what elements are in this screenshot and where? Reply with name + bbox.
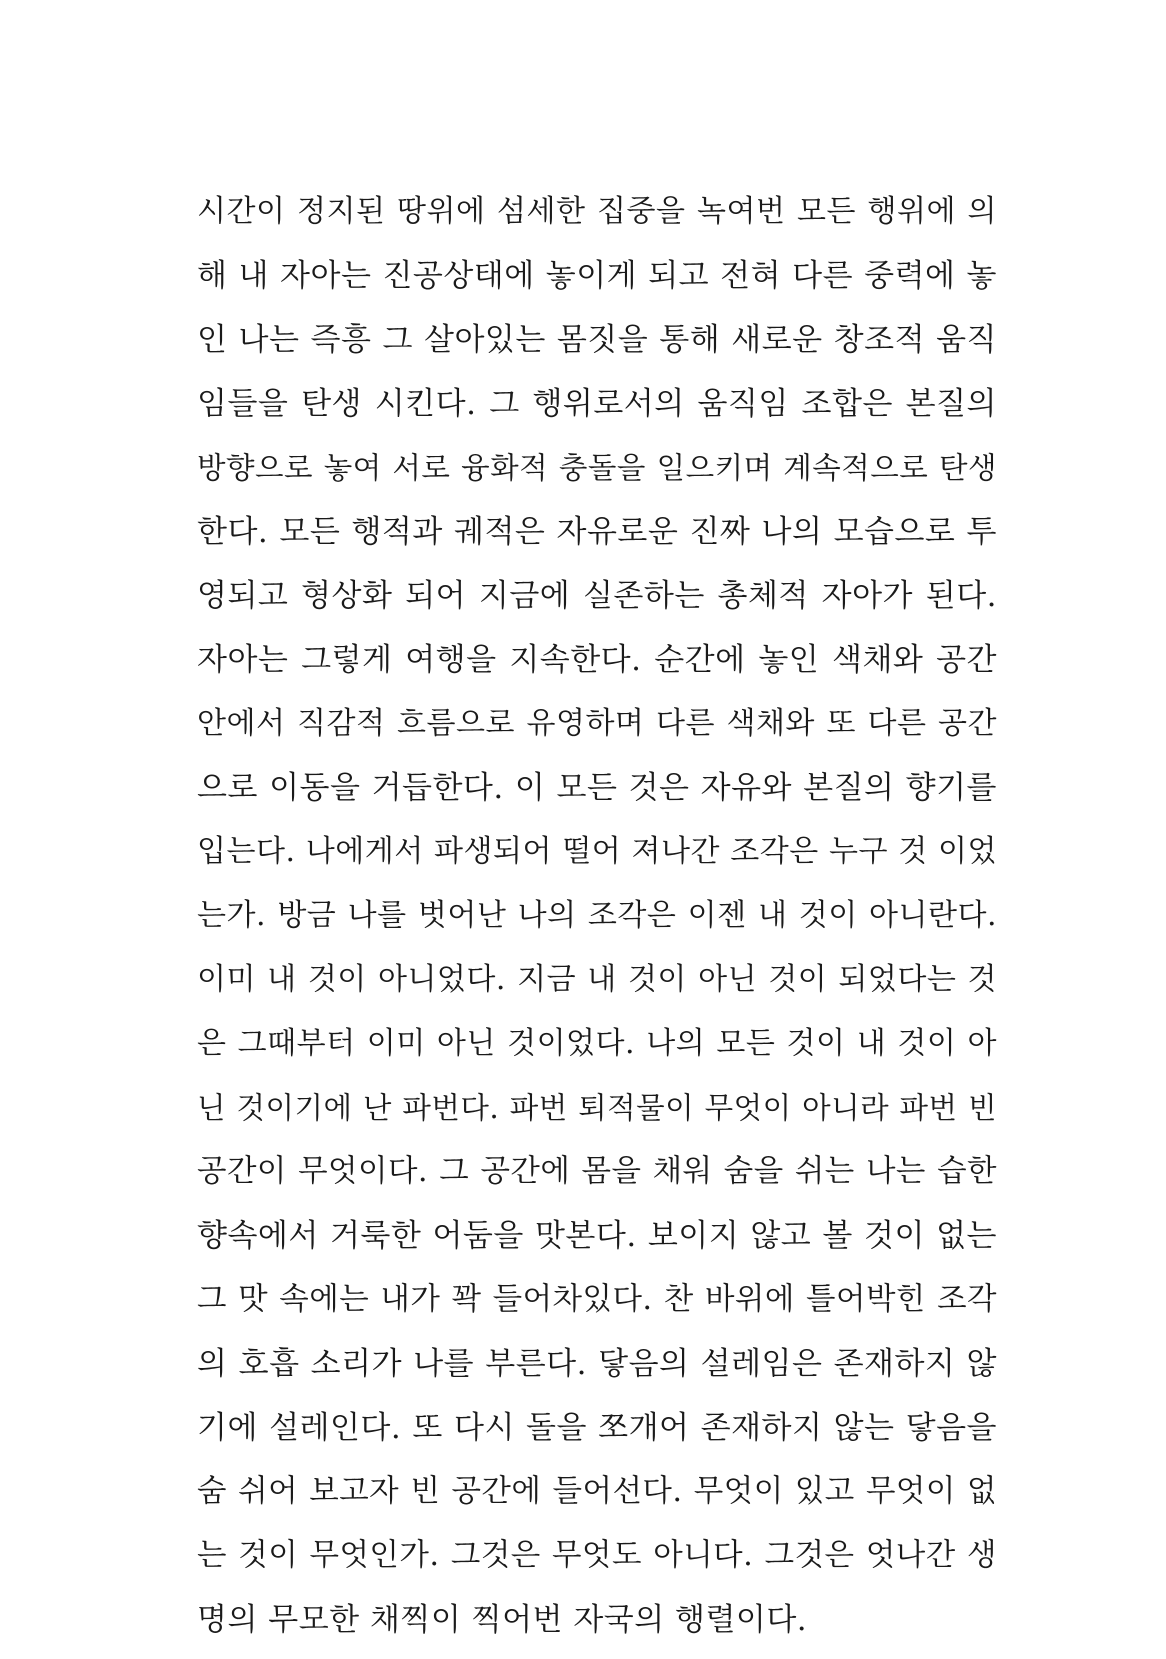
text-line: 는가. 방금 나를 벗어난 나의 조각은 이젠 내 것이 아니란다.	[197, 898, 997, 933]
text-line: 방향으로 놓여 서로 융화적 충돌을 일으키며 계속적으로 탄생	[197, 451, 997, 485]
text-line: 명의 무모한 채찍이 찍어번 자국의 행렬이다.	[197, 1602, 808, 1638]
text-line: 공간이 무엇이다. 그 공간에 몸을 채워 숨을 쉬는 나는 습한	[197, 1154, 997, 1189]
text-line: 임들을 탄생 시킨다. 그 행위로서의 움직임 조합은 본질의	[197, 386, 997, 422]
text-line: 향속에서 거룩한 어둠을 맛본다. 보이지 않고 볼 것이 없는	[197, 1218, 997, 1254]
text-line: 이미 내 것이 아니었다. 지금 내 것이 아닌 것이 되었다는 것	[197, 962, 997, 997]
text-line: 그 맛 속에는 내가 꽉 들어차있다. 찬 바위에 틀어박힌 조각	[197, 1282, 997, 1317]
text-line: 는 것이 무엇인가. 그것은 무엇도 아니다. 그것은 엇나간 생	[197, 1538, 997, 1573]
body-text	[197, 187, 997, 1659]
text-line: 기에 설레인다. 또 다시 돌을 쪼개어 존재하지 않는 닿음을	[197, 1410, 997, 1446]
text-line: 인 나는 즉흥 그 살아있는 몸짓을 통해 새로운 창조적 움직	[197, 322, 997, 358]
text-line: 의 호흡 소리가 나를 부른다. 닿음의 설레임은 존재하지 않	[197, 1346, 997, 1382]
text-line: 자아는 그렇게 여행을 지속한다. 순간에 놓인 색채와 공간	[197, 642, 997, 678]
text-line: 해 내 자아는 진공상태에 놓이게 되고 전혀 다른 중력에 놓	[197, 258, 997, 294]
text-line: 숨 쉬어 보고자 빈 공간에 들어선다. 무엇이 있고 무엇이 없	[197, 1474, 997, 1509]
text-line: 안에서 직감적 흐름으로 유영하며 다른 색채와 또 다른 공간	[197, 706, 997, 741]
text-line: 한다. 모든 행적과 궤적은 자유로운 진짜 나의 모습으로 투	[197, 514, 997, 550]
text-line: 으로 이동을 거듭한다. 이 모든 것은 자유와 본질의 향기를	[197, 770, 997, 806]
text-line: 닌 것이기에 난 파번다. 파번 퇴적물이 무엇이 아니라 파번 빈	[197, 1091, 997, 1125]
text-line: 은 그때부터 이미 아닌 것이었다. 나의 모든 것이 내 것이 아	[197, 1026, 997, 1061]
text-line: 입는다. 나에게서 파생되어 떨어 져나간 조각은 누구 것 이었	[197, 834, 997, 869]
text-line: 시간이 정지된 땅위에 섬세한 집중을 녹여번 모든 행위에 의	[197, 194, 997, 229]
text-line: 영되고 형상화 되어 지금에 실존하는 총체적 자아가 된다.	[197, 578, 997, 614]
